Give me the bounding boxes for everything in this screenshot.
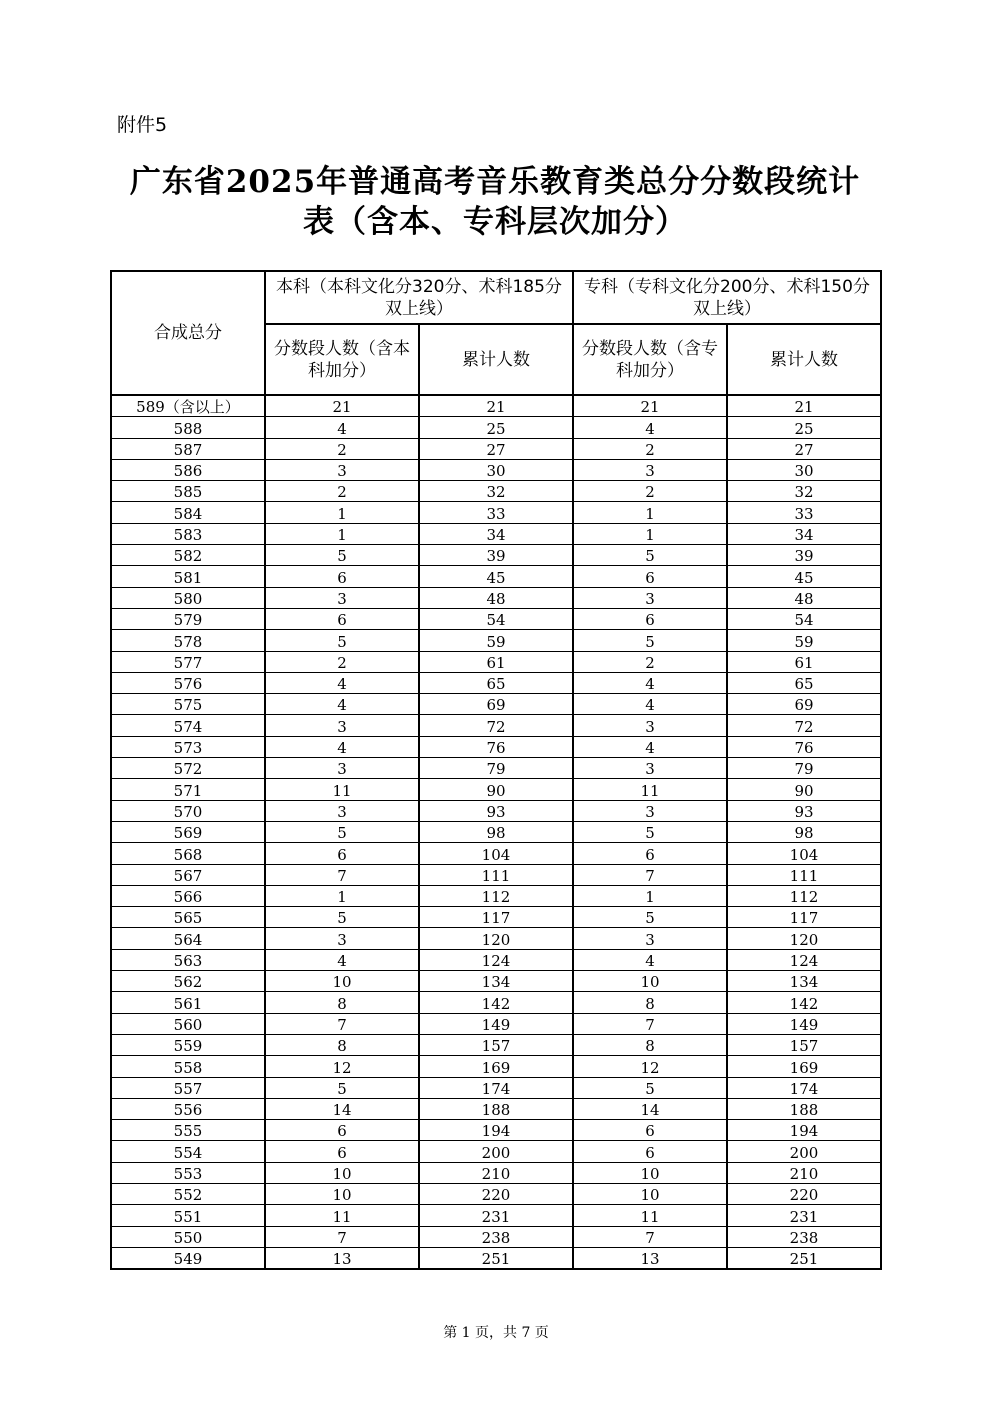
header-benke-cumulative: 累计人数 bbox=[419, 324, 573, 395]
cell-zhuanke-count: 6 bbox=[573, 566, 727, 587]
table-row bbox=[111, 1098, 881, 1119]
table-row bbox=[111, 928, 881, 949]
cell-benke-cumulative: 30 bbox=[419, 459, 573, 480]
table-row bbox=[111, 949, 881, 970]
cell-total-score: 586 bbox=[111, 459, 265, 480]
table-row bbox=[111, 672, 881, 693]
cell-benke-cumulative: 120 bbox=[419, 928, 573, 949]
cell-benke-count: 6 bbox=[265, 843, 419, 864]
table-row bbox=[111, 907, 881, 928]
table-row bbox=[111, 587, 881, 608]
cell-benke-count: 12 bbox=[265, 1056, 419, 1077]
cell-benke-count: 3 bbox=[265, 800, 419, 821]
cell-zhuanke-cumulative: 79 bbox=[727, 758, 881, 779]
cell-zhuanke-count: 5 bbox=[573, 821, 727, 842]
cell-total-score: 562 bbox=[111, 971, 265, 992]
cell-zhuanke-count: 5 bbox=[573, 1077, 727, 1098]
cell-benke-cumulative: 149 bbox=[419, 1013, 573, 1034]
cell-zhuanke-count: 10 bbox=[573, 971, 727, 992]
table-row bbox=[111, 715, 881, 736]
table-row bbox=[111, 1247, 881, 1269]
cell-total-score: 585 bbox=[111, 481, 265, 502]
cell-zhuanke-count: 1 bbox=[573, 502, 727, 523]
table-row bbox=[111, 481, 881, 502]
table-row bbox=[111, 864, 881, 885]
table-row bbox=[111, 523, 881, 544]
cell-total-score: 563 bbox=[111, 949, 265, 970]
cell-benke-cumulative: 210 bbox=[419, 1162, 573, 1183]
cell-total-score: 579 bbox=[111, 608, 265, 629]
cell-total-score: 569 bbox=[111, 821, 265, 842]
cell-zhuanke-cumulative: 27 bbox=[727, 438, 881, 459]
table-row bbox=[111, 1205, 881, 1226]
cell-zhuanke-count: 7 bbox=[573, 1226, 727, 1247]
cell-zhuanke-cumulative: 72 bbox=[727, 715, 881, 736]
cell-total-score: 553 bbox=[111, 1162, 265, 1183]
cell-zhuanke-cumulative: 48 bbox=[727, 587, 881, 608]
cell-total-score: 578 bbox=[111, 630, 265, 651]
cell-zhuanke-cumulative: 238 bbox=[727, 1226, 881, 1247]
cell-benke-count: 3 bbox=[265, 715, 419, 736]
cell-benke-cumulative: 76 bbox=[419, 736, 573, 757]
cell-benke-cumulative: 59 bbox=[419, 630, 573, 651]
cell-benke-cumulative: 72 bbox=[419, 715, 573, 736]
cell-zhuanke-cumulative: 32 bbox=[727, 481, 881, 502]
cell-zhuanke-count: 3 bbox=[573, 459, 727, 480]
cell-total-score: 560 bbox=[111, 1013, 265, 1034]
cell-total-score: 572 bbox=[111, 758, 265, 779]
cell-zhuanke-cumulative: 231 bbox=[727, 1205, 881, 1226]
cell-total-score: 573 bbox=[111, 736, 265, 757]
cell-zhuanke-count: 4 bbox=[573, 694, 727, 715]
table-row bbox=[111, 1056, 881, 1077]
cell-benke-cumulative: 69 bbox=[419, 694, 573, 715]
cell-benke-cumulative: 124 bbox=[419, 949, 573, 970]
cell-benke-count: 8 bbox=[265, 1034, 419, 1055]
table-row bbox=[111, 566, 881, 587]
cell-zhuanke-count: 5 bbox=[573, 630, 727, 651]
table-row bbox=[111, 395, 881, 417]
cell-zhuanke-count: 2 bbox=[573, 481, 727, 502]
cell-zhuanke-count: 1 bbox=[573, 885, 727, 906]
cell-benke-count: 5 bbox=[265, 630, 419, 651]
cell-zhuanke-cumulative: 111 bbox=[727, 864, 881, 885]
cell-total-score: 567 bbox=[111, 864, 265, 885]
cell-zhuanke-count: 3 bbox=[573, 715, 727, 736]
header-benke-count: 分数段人数（含本科加分） bbox=[265, 324, 419, 395]
cell-zhuanke-cumulative: 251 bbox=[727, 1247, 881, 1269]
cell-benke-count: 3 bbox=[265, 587, 419, 608]
cell-benke-cumulative: 220 bbox=[419, 1183, 573, 1204]
cell-benke-cumulative: 117 bbox=[419, 907, 573, 928]
cell-zhuanke-cumulative: 120 bbox=[727, 928, 881, 949]
cell-benke-count: 6 bbox=[265, 1120, 419, 1141]
cell-zhuanke-cumulative: 104 bbox=[727, 843, 881, 864]
cell-zhuanke-count: 6 bbox=[573, 1141, 727, 1162]
header-zhuanke-count: 分数段人数（含专科加分） bbox=[573, 324, 727, 395]
header-group-benke: 本科（本科文化分320分、术科185分双上线） bbox=[265, 271, 573, 324]
cell-total-score: 551 bbox=[111, 1205, 265, 1226]
cell-zhuanke-cumulative: 59 bbox=[727, 630, 881, 651]
cell-benke-count: 7 bbox=[265, 1226, 419, 1247]
cell-total-score: 564 bbox=[111, 928, 265, 949]
cell-benke-count: 3 bbox=[265, 758, 419, 779]
cell-benke-cumulative: 194 bbox=[419, 1120, 573, 1141]
table-row bbox=[111, 1034, 881, 1055]
table-row bbox=[111, 502, 881, 523]
cell-zhuanke-count: 10 bbox=[573, 1162, 727, 1183]
table-row bbox=[111, 608, 881, 629]
cell-total-score: 575 bbox=[111, 694, 265, 715]
cell-zhuanke-cumulative: 200 bbox=[727, 1141, 881, 1162]
cell-total-score: 587 bbox=[111, 438, 265, 459]
cell-zhuanke-cumulative: 98 bbox=[727, 821, 881, 842]
cell-benke-cumulative: 54 bbox=[419, 608, 573, 629]
cell-benke-count: 4 bbox=[265, 417, 419, 438]
table-row bbox=[111, 1226, 881, 1247]
cell-benke-count: 14 bbox=[265, 1098, 419, 1119]
cell-total-score: 566 bbox=[111, 885, 265, 906]
cell-total-score: 565 bbox=[111, 907, 265, 928]
cell-zhuanke-count: 3 bbox=[573, 587, 727, 608]
table-row bbox=[111, 800, 881, 821]
cell-zhuanke-cumulative: 210 bbox=[727, 1162, 881, 1183]
cell-benke-count: 10 bbox=[265, 1183, 419, 1204]
cell-benke-count: 6 bbox=[265, 566, 419, 587]
cell-zhuanke-count: 2 bbox=[573, 438, 727, 459]
cell-benke-count: 11 bbox=[265, 1205, 419, 1226]
cell-zhuanke-cumulative: 21 bbox=[727, 395, 881, 417]
cell-benke-cumulative: 79 bbox=[419, 758, 573, 779]
cell-total-score: 577 bbox=[111, 651, 265, 672]
cell-zhuanke-count: 8 bbox=[573, 992, 727, 1013]
cell-zhuanke-cumulative: 30 bbox=[727, 459, 881, 480]
cell-zhuanke-count: 2 bbox=[573, 651, 727, 672]
cell-benke-count: 10 bbox=[265, 971, 419, 992]
cell-zhuanke-cumulative: 124 bbox=[727, 949, 881, 970]
cell-benke-count: 5 bbox=[265, 1077, 419, 1098]
page-footer: 第 1 页，共 7 页 bbox=[443, 1325, 549, 1341]
cell-total-score: 561 bbox=[111, 992, 265, 1013]
cell-total-score: 582 bbox=[111, 545, 265, 566]
cell-zhuanke-count: 10 bbox=[573, 1183, 727, 1204]
cell-zhuanke-cumulative: 149 bbox=[727, 1013, 881, 1034]
cell-benke-cumulative: 174 bbox=[419, 1077, 573, 1098]
cell-zhuanke-count: 1 bbox=[573, 523, 727, 544]
cell-benke-count: 2 bbox=[265, 481, 419, 502]
cell-benke-count: 4 bbox=[265, 949, 419, 970]
cell-benke-cumulative: 39 bbox=[419, 545, 573, 566]
attachment-label: 附件5 bbox=[117, 114, 168, 136]
cell-benke-cumulative: 65 bbox=[419, 672, 573, 693]
table-row bbox=[111, 545, 881, 566]
cell-total-score: 556 bbox=[111, 1098, 265, 1119]
cell-total-score: 555 bbox=[111, 1120, 265, 1141]
cell-benke-cumulative: 21 bbox=[419, 395, 573, 417]
table-row bbox=[111, 736, 881, 757]
cell-zhuanke-cumulative: 117 bbox=[727, 907, 881, 928]
cell-benke-count: 4 bbox=[265, 736, 419, 757]
cell-zhuanke-count: 5 bbox=[573, 907, 727, 928]
cell-zhuanke-count: 12 bbox=[573, 1056, 727, 1077]
cell-benke-cumulative: 34 bbox=[419, 523, 573, 544]
cell-benke-cumulative: 33 bbox=[419, 502, 573, 523]
cell-zhuanke-count: 4 bbox=[573, 672, 727, 693]
table-row bbox=[111, 1077, 881, 1098]
cell-zhuanke-cumulative: 34 bbox=[727, 523, 881, 544]
table-row bbox=[111, 1013, 881, 1034]
cell-benke-count: 5 bbox=[265, 907, 419, 928]
cell-benke-cumulative: 32 bbox=[419, 481, 573, 502]
cell-zhuanke-cumulative: 61 bbox=[727, 651, 881, 672]
table-row bbox=[111, 459, 881, 480]
cell-total-score: 570 bbox=[111, 800, 265, 821]
cell-total-score: 574 bbox=[111, 715, 265, 736]
cell-benke-count: 5 bbox=[265, 821, 419, 842]
cell-zhuanke-cumulative: 33 bbox=[727, 502, 881, 523]
cell-zhuanke-count: 11 bbox=[573, 1205, 727, 1226]
cell-benke-cumulative: 200 bbox=[419, 1141, 573, 1162]
cell-total-score: 559 bbox=[111, 1034, 265, 1055]
cell-benke-count: 21 bbox=[265, 395, 419, 417]
cell-zhuanke-count: 3 bbox=[573, 800, 727, 821]
cell-benke-cumulative: 231 bbox=[419, 1205, 573, 1226]
cell-total-score: 571 bbox=[111, 779, 265, 800]
cell-total-score: 557 bbox=[111, 1077, 265, 1098]
cell-total-score: 583 bbox=[111, 523, 265, 544]
cell-benke-count: 6 bbox=[265, 1141, 419, 1162]
cell-benke-count: 1 bbox=[265, 502, 419, 523]
cell-zhuanke-cumulative: 54 bbox=[727, 608, 881, 629]
cell-benke-cumulative: 188 bbox=[419, 1098, 573, 1119]
cell-benke-cumulative: 142 bbox=[419, 992, 573, 1013]
cell-zhuanke-count: 4 bbox=[573, 736, 727, 757]
cell-total-score: 580 bbox=[111, 587, 265, 608]
cell-benke-count: 2 bbox=[265, 438, 419, 459]
header-zhuanke-cumulative: 累计人数 bbox=[727, 324, 881, 395]
cell-zhuanke-count: 6 bbox=[573, 843, 727, 864]
cell-benke-cumulative: 25 bbox=[419, 417, 573, 438]
cell-benke-count: 7 bbox=[265, 864, 419, 885]
cell-benke-count: 10 bbox=[265, 1162, 419, 1183]
cell-zhuanke-count: 6 bbox=[573, 1120, 727, 1141]
table-row bbox=[111, 438, 881, 459]
cell-total-score: 584 bbox=[111, 502, 265, 523]
cell-benke-cumulative: 251 bbox=[419, 1247, 573, 1269]
table-row bbox=[111, 971, 881, 992]
cell-zhuanke-count: 6 bbox=[573, 608, 727, 629]
cell-zhuanke-count: 8 bbox=[573, 1034, 727, 1055]
cell-zhuanke-cumulative: 220 bbox=[727, 1183, 881, 1204]
title-line-2: 表（含本、专科层次加分） bbox=[303, 204, 687, 240]
header-group-zhuanke: 专科（专科文化分200分、术科150分双上线） bbox=[573, 271, 881, 324]
cell-zhuanke-count: 4 bbox=[573, 417, 727, 438]
cell-benke-cumulative: 27 bbox=[419, 438, 573, 459]
cell-total-score: 558 bbox=[111, 1056, 265, 1077]
cell-benke-cumulative: 45 bbox=[419, 566, 573, 587]
cell-benke-count: 13 bbox=[265, 1247, 419, 1269]
cell-zhuanke-cumulative: 45 bbox=[727, 566, 881, 587]
cell-zhuanke-cumulative: 39 bbox=[727, 545, 881, 566]
cell-benke-cumulative: 238 bbox=[419, 1226, 573, 1247]
cell-zhuanke-cumulative: 194 bbox=[727, 1120, 881, 1141]
cell-total-score: 581 bbox=[111, 566, 265, 587]
title-line-1: 广东省2025年普通高考音乐教育类总分分数段统计 bbox=[129, 164, 861, 200]
cell-benke-cumulative: 104 bbox=[419, 843, 573, 864]
cell-total-score: 554 bbox=[111, 1141, 265, 1162]
table-row bbox=[111, 417, 881, 438]
cell-total-score: 588 bbox=[111, 417, 265, 438]
cell-zhuanke-cumulative: 142 bbox=[727, 992, 881, 1013]
cell-benke-count: 8 bbox=[265, 992, 419, 1013]
cell-total-score: 589（含以上） bbox=[111, 395, 265, 417]
cell-benke-count: 1 bbox=[265, 885, 419, 906]
cell-benke-count: 4 bbox=[265, 694, 419, 715]
table-row bbox=[111, 1141, 881, 1162]
score-distribution-table bbox=[110, 270, 882, 1270]
cell-total-score: 576 bbox=[111, 672, 265, 693]
cell-benke-count: 6 bbox=[265, 608, 419, 629]
cell-zhuanke-count: 5 bbox=[573, 545, 727, 566]
cell-zhuanke-count: 7 bbox=[573, 1013, 727, 1034]
cell-zhuanke-count: 3 bbox=[573, 758, 727, 779]
cell-total-score: 549 bbox=[111, 1247, 265, 1269]
table-row bbox=[111, 821, 881, 842]
cell-benke-count: 4 bbox=[265, 672, 419, 693]
cell-benke-cumulative: 112 bbox=[419, 885, 573, 906]
page-title bbox=[110, 162, 880, 242]
cell-zhuanke-cumulative: 157 bbox=[727, 1034, 881, 1055]
cell-total-score: 550 bbox=[111, 1226, 265, 1247]
cell-zhuanke-cumulative: 65 bbox=[727, 672, 881, 693]
cell-zhuanke-cumulative: 112 bbox=[727, 885, 881, 906]
table-body bbox=[111, 395, 881, 1269]
table-row bbox=[111, 1162, 881, 1183]
cell-total-score: 568 bbox=[111, 843, 265, 864]
cell-benke-cumulative: 157 bbox=[419, 1034, 573, 1055]
table-row bbox=[111, 843, 881, 864]
cell-benke-cumulative: 111 bbox=[419, 864, 573, 885]
cell-zhuanke-count: 13 bbox=[573, 1247, 727, 1269]
table-row bbox=[111, 694, 881, 715]
cell-benke-cumulative: 169 bbox=[419, 1056, 573, 1077]
cell-benke-count: 2 bbox=[265, 651, 419, 672]
cell-benke-count: 3 bbox=[265, 459, 419, 480]
cell-benke-cumulative: 98 bbox=[419, 821, 573, 842]
table-row bbox=[111, 1183, 881, 1204]
table-row bbox=[111, 651, 881, 672]
table-row bbox=[111, 992, 881, 1013]
cell-benke-count: 3 bbox=[265, 928, 419, 949]
cell-zhuanke-cumulative: 134 bbox=[727, 971, 881, 992]
table-row bbox=[111, 630, 881, 651]
cell-benke-count: 11 bbox=[265, 779, 419, 800]
cell-benke-cumulative: 93 bbox=[419, 800, 573, 821]
cell-benke-cumulative: 134 bbox=[419, 971, 573, 992]
cell-zhuanke-cumulative: 90 bbox=[727, 779, 881, 800]
table-row bbox=[111, 1120, 881, 1141]
cell-zhuanke-count: 14 bbox=[573, 1098, 727, 1119]
table-row bbox=[111, 779, 881, 800]
cell-zhuanke-count: 3 bbox=[573, 928, 727, 949]
cell-zhuanke-cumulative: 93 bbox=[727, 800, 881, 821]
cell-zhuanke-count: 4 bbox=[573, 949, 727, 970]
cell-benke-cumulative: 90 bbox=[419, 779, 573, 800]
cell-zhuanke-count: 7 bbox=[573, 864, 727, 885]
cell-benke-count: 7 bbox=[265, 1013, 419, 1034]
cell-benke-cumulative: 61 bbox=[419, 651, 573, 672]
cell-benke-count: 1 bbox=[265, 523, 419, 544]
cell-zhuanke-cumulative: 174 bbox=[727, 1077, 881, 1098]
header-total-score: 合成总分 bbox=[111, 271, 265, 395]
cell-zhuanke-cumulative: 25 bbox=[727, 417, 881, 438]
cell-zhuanke-cumulative: 69 bbox=[727, 694, 881, 715]
cell-benke-cumulative: 48 bbox=[419, 587, 573, 608]
cell-zhuanke-cumulative: 76 bbox=[727, 736, 881, 757]
table-row bbox=[111, 758, 881, 779]
cell-benke-count: 5 bbox=[265, 545, 419, 566]
cell-zhuanke-count: 11 bbox=[573, 779, 727, 800]
cell-zhuanke-cumulative: 188 bbox=[727, 1098, 881, 1119]
cell-zhuanke-count: 21 bbox=[573, 395, 727, 417]
cell-zhuanke-cumulative: 169 bbox=[727, 1056, 881, 1077]
cell-total-score: 552 bbox=[111, 1183, 265, 1204]
table-row bbox=[111, 885, 881, 906]
